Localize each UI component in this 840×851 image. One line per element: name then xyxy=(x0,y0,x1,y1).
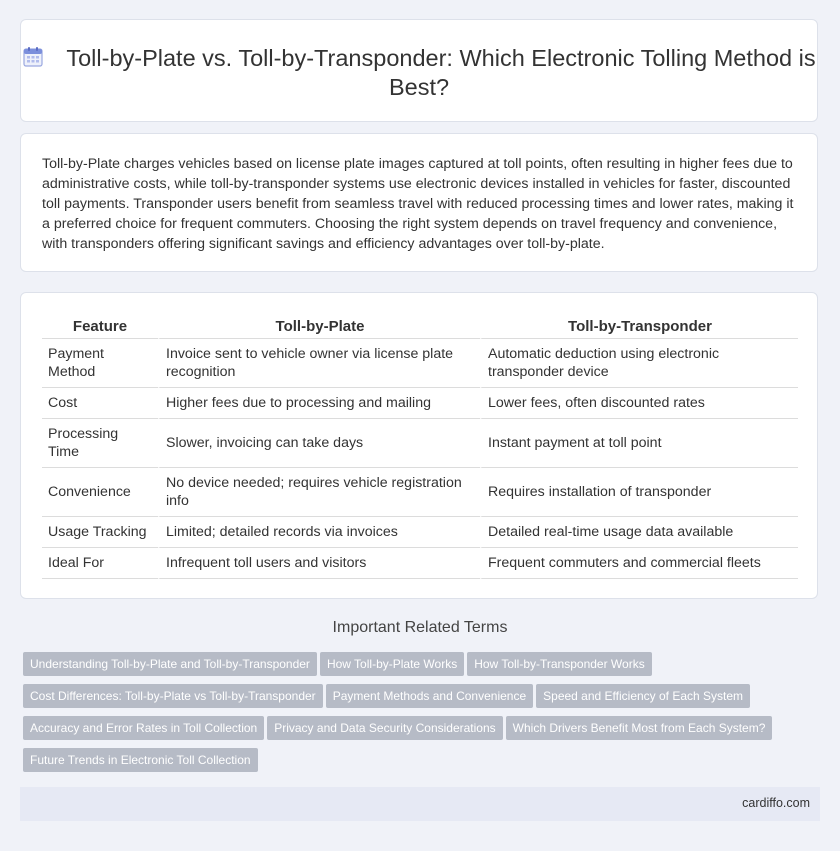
feature-cell: Usage Tracking xyxy=(42,517,158,548)
toll-by-transponder-cell: Lower fees, often discounted rates xyxy=(480,388,798,419)
intro-paragraph: Toll-by-Plate charges vehicles based on license plate images captured at toll points, often resulting in higher fees due to administrative costs, while toll-by-transponder systems use electronic devices installed in vehicles for faster, discounted toll payments. Transponder users benefit from seamless travel with reduced processing times and lower rates, making it a preferred choice for frequent commuters. Choosing the right system depends on travel frequency and convenience, with transponders offering significant savings and efficiency advantages over toll-by-plate. xyxy=(42,156,794,252)
toll-by-transponder-cell: Automatic deduction using electronic transponder device xyxy=(480,339,798,388)
column-header-feature: Feature xyxy=(42,315,158,339)
intro-card xyxy=(20,133,818,272)
toll-by-plate-cell: Slower, invoicing can take days xyxy=(158,419,480,468)
related-term-link[interactable]: Future Trends in Electronic Toll Collection xyxy=(23,748,258,772)
related-term-link[interactable]: How Toll-by-Transponder Works xyxy=(467,652,652,676)
related-term-link[interactable]: Understanding Toll-by-Plate and Toll-by-Transponder xyxy=(23,652,317,676)
title-card xyxy=(20,19,818,122)
related-term-link[interactable]: Cost Differences: Toll-by-Plate vs Toll-by-Transponder xyxy=(23,684,323,708)
related-term-link[interactable]: Speed and Efficiency of Each System xyxy=(536,684,750,708)
toll-by-transponder-cell: Instant payment at toll point xyxy=(480,419,798,468)
related-term-link[interactable]: Payment Methods and Convenience xyxy=(326,684,533,708)
comparison-table xyxy=(42,315,798,579)
related-terms-heading: Important Related Terms xyxy=(332,619,508,636)
related-term-link[interactable]: Privacy and Data Security Considerations xyxy=(267,716,502,740)
toll-by-transponder-cell: Detailed real-time usage data available xyxy=(480,517,798,548)
feature-cell: Processing Time xyxy=(42,419,158,468)
feature-cell: Cost xyxy=(42,388,158,419)
table-row xyxy=(42,548,798,579)
table-row xyxy=(42,339,798,388)
related-terms-list xyxy=(23,652,813,780)
footer-site-link[interactable]: cardiffo.com xyxy=(742,796,810,810)
table-row xyxy=(42,468,798,517)
calendar-icon xyxy=(22,46,44,68)
comparison-card xyxy=(20,292,818,599)
feature-cell: Convenience xyxy=(42,468,158,517)
related-term-link[interactable]: How Toll-by-Plate Works xyxy=(320,652,464,676)
page-title: Toll-by-Plate vs. Toll-by-Transponder: Which Electronic Tolling Method is Best? xyxy=(66,45,816,100)
toll-by-transponder-cell: Frequent commuters and commercial fleets xyxy=(480,548,798,579)
table-row xyxy=(42,419,798,468)
related-term-link[interactable]: Accuracy and Error Rates in Toll Collection xyxy=(23,716,264,740)
table-row xyxy=(42,517,798,548)
column-header-toll-by-transponder: Toll-by-Transponder xyxy=(480,315,798,339)
column-header-toll-by-plate: Toll-by-Plate xyxy=(158,315,480,339)
table-header-row xyxy=(42,315,798,339)
feature-cell: Payment Method xyxy=(42,339,158,388)
table-row xyxy=(42,388,798,419)
toll-by-plate-cell: Infrequent toll users and visitors xyxy=(158,548,480,579)
feature-cell: Ideal For xyxy=(42,548,158,579)
related-term-link[interactable]: Which Drivers Benefit Most from Each System? xyxy=(506,716,773,740)
toll-by-plate-cell: Higher fees due to processing and mailing xyxy=(158,388,480,419)
toll-by-plate-cell: Limited; detailed records via invoices xyxy=(158,517,480,548)
toll-by-plate-cell: No device needed; requires vehicle registration info xyxy=(158,468,480,517)
page-title-wrap xyxy=(21,44,817,102)
footer-bar xyxy=(20,787,820,821)
toll-by-transponder-cell: Requires installation of transponder xyxy=(480,468,798,517)
toll-by-plate-cell: Invoice sent to vehicle owner via license plate recognition xyxy=(158,339,480,388)
